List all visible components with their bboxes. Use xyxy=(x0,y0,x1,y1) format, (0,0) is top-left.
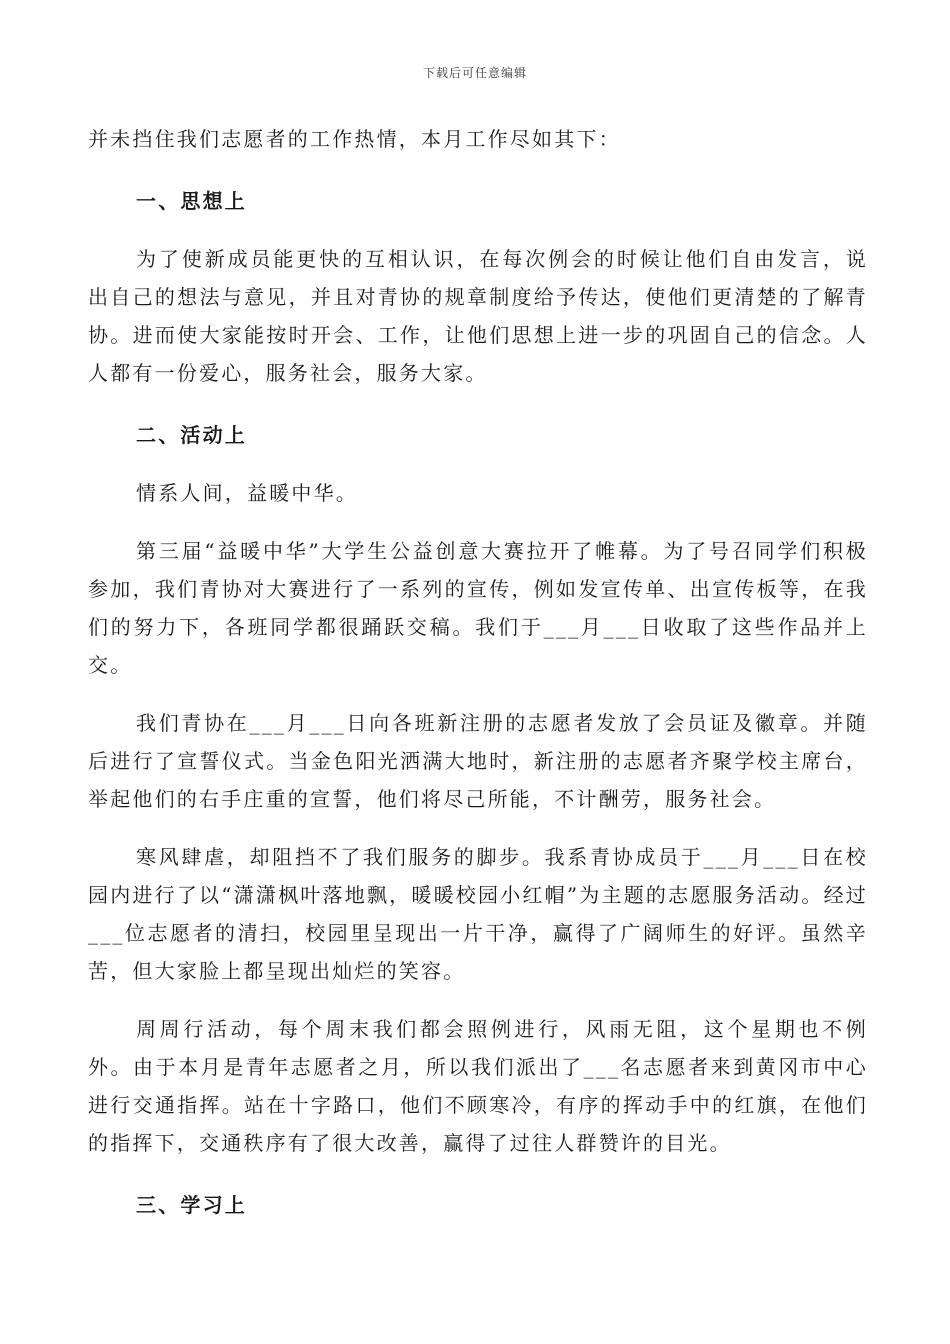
page-header: 下载后可任意编辑 xyxy=(422,66,527,80)
paragraph: 为了使新成员能更快的互相认识，在每次例会的时候让他们自由发言，说出自己的想法与意见，并且对青协的规章制度给予传达，使他们更清楚的了解青协。进而使大家能按时开会、工作，让他们思想上进一步的巩固自己的信念。人人都有一份爱心，服务社会，服务大家。 xyxy=(88,247,868,385)
section-heading-activity: 二、活动上 xyxy=(136,423,247,447)
intro-paragraph: 并未挡住我们志愿者的工作热情，本月工作尽如其下： xyxy=(88,127,621,151)
paragraph: 情系人间，益暖中华。 xyxy=(136,481,358,505)
paragraph: 我们青协在___月___日向各班新注册的志愿者发放了会员证及徽章。并随后进行了宣誓仪式。当金色阳光洒满大地时，新注册的志愿者齐聚学校主席台，举起他们的右手庄重的宣誓，他们将尽己所能，不计酬劳，服务社会。 xyxy=(88,711,868,811)
section-heading-study: 三、学习上 xyxy=(136,1193,247,1217)
paragraph: 第三届“益暖中华”大学生公益创意大赛拉开了帷幕。为了号召同学们积极参加，我们青协对大赛进行了一系列的宣传，例如发宣传单、出宣传板等，在我们的努力下，各班同学都很踊跃交稿。我们于___月___日收取了这些作品并上交。 xyxy=(88,539,868,677)
document-body xyxy=(88,120,868,1224)
paragraph: 寒风肆虐，却阻挡不了我们服务的脚步。我系青协成员于___月___日在校园内进行了以“潇潇枫叶落地飘，暖暖校园小红帽”为主题的志愿服务活动。经过___位志愿者的清扫，校园里呈现出一片干净，赢得了广阔师生的好评。虽然辛苦，但大家脸上都呈现出灿烂的笑容。 xyxy=(88,845,868,983)
paragraph: 周周行活动，每个周末我们都会照例进行，风雨无阻，这个星期也不例外。由于本月是青年志愿者之月，所以我们派出了___名志愿者来到黄冈市中心进行交通指挥。站在十字路口，他们不顾寒冷，有序的挥动手中的红旗，在他们的指挥下，交通秩序有了很大改善，赢得了过往人群赞许的目光。 xyxy=(88,1017,868,1155)
section-heading-thought: 一、思想上 xyxy=(136,189,247,213)
